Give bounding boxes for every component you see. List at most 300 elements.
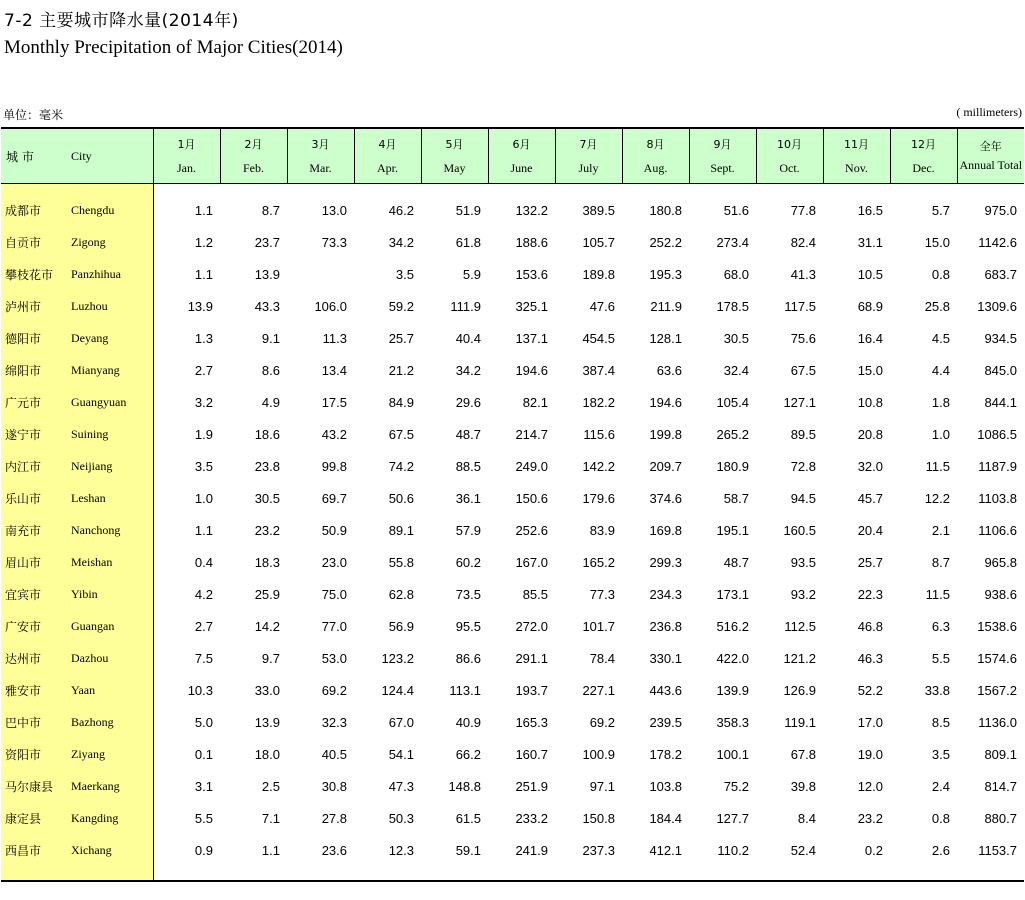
annual-total-cell: 938.6 — [984, 586, 1017, 602]
precipitation-cell: 160.7 — [515, 746, 548, 762]
precipitation-cell: 252.2 — [649, 234, 682, 250]
annual-total-cell: 809.1 — [984, 746, 1017, 762]
header-month-chinese: 9月 — [713, 137, 732, 151]
precipitation-cell: 13.0 — [321, 202, 347, 218]
precipitation-cell: 23.2 — [254, 522, 280, 538]
city-name-chinese: 康定县 — [1, 802, 71, 834]
table-row — [1, 578, 1024, 610]
precipitation-cell: 148.8 — [448, 778, 481, 794]
precipitation-cell: 126.9 — [783, 682, 816, 698]
table-row — [1, 450, 1024, 482]
precipitation-cell: 32.0 — [857, 458, 883, 474]
table-body — [1, 184, 1024, 882]
city-name-english: Neijiang — [71, 450, 153, 482]
table-row — [1, 706, 1024, 738]
precipitation-cell: 127.1 — [783, 394, 816, 410]
precipitation-cell: 137.1 — [515, 330, 548, 346]
precipitation-cell: 32.4 — [723, 362, 749, 378]
precipitation-cell: 178.2 — [649, 746, 682, 762]
precipitation-cell: 34.2 — [388, 234, 414, 250]
precipitation-cell: 128.1 — [649, 330, 682, 346]
header-annual-total-chinese: 全年 — [979, 140, 1002, 153]
precipitation-cell: 18.6 — [254, 426, 280, 442]
precipitation-cell: 75.2 — [723, 778, 749, 794]
precipitation-cell: 115.6 — [583, 426, 615, 442]
city-name-chinese: 乐山市 — [1, 482, 71, 514]
city-name-chinese: 广安市 — [1, 610, 71, 642]
header-month-english: Mar. — [309, 160, 332, 175]
annual-total-cell: 1567.2 — [977, 682, 1017, 698]
header-annual-total-english: Annual Total — [959, 158, 1023, 172]
city-name-chinese: 自贡市 — [1, 226, 71, 258]
precipitation-cell: 50.9 — [321, 522, 347, 538]
annual-total-cell: 880.7 — [984, 810, 1017, 826]
precipitation-cell: 4.4 — [931, 362, 950, 378]
precipitation-cell: 84.9 — [388, 394, 414, 410]
precipitation-cell — [287, 258, 354, 290]
precipitation-cell: 119.1 — [784, 714, 816, 730]
precipitation-cell: 330.1 — [649, 650, 682, 666]
precipitation-cell: 48.7 — [723, 554, 749, 570]
precipitation-cell: 54.1 — [388, 746, 414, 762]
header-month-chinese: 12月 — [911, 137, 936, 151]
precipitation-cell: 56.9 — [388, 618, 414, 634]
precipitation-cell: 29.6 — [455, 394, 481, 410]
city-name-chinese: 资阳市 — [1, 738, 71, 770]
precipitation-cell: 1.2 — [194, 234, 213, 250]
precipitation-cell: 25.7 — [388, 330, 414, 346]
table-row — [1, 226, 1024, 258]
header-month-chinese: 6月 — [512, 137, 531, 151]
precipitation-cell: 299.3 — [649, 554, 682, 570]
precipitation-cell: 1.1 — [194, 522, 213, 538]
precipitation-cell: 3.5 — [395, 266, 414, 282]
annual-total-cell: 1309.6 — [977, 298, 1017, 314]
precipitation-cell: 25.9 — [254, 586, 280, 602]
precipitation-cell: 123.2 — [381, 650, 414, 666]
annual-total-cell: 1086.5 — [977, 426, 1017, 442]
precipitation-cell: 62.8 — [388, 586, 414, 602]
precipitation-cell: 139.9 — [716, 682, 749, 698]
precipitation-cell: 182.2 — [582, 394, 615, 410]
precipitation-cell: 8.6 — [261, 362, 280, 378]
page-title-chinese: 7-2 主要城市降水量(2014年) — [4, 11, 239, 31]
precipitation-cell: 30.8 — [321, 778, 347, 794]
precipitation-cell: 9.7 — [261, 650, 280, 666]
precipitation-cell: 30.5 — [254, 490, 280, 506]
city-name-chinese: 内江市 — [1, 450, 71, 482]
precipitation-cell: 58.7 — [723, 490, 749, 506]
precipitation-cell: 3.5 — [931, 746, 950, 762]
precipitation-cell: 75.6 — [790, 330, 816, 346]
precipitation-cell: 46.2 — [388, 202, 414, 218]
precipitation-cell: 2.6 — [931, 842, 950, 858]
precipitation-cell: 165.2 — [582, 554, 615, 570]
header-city-chinese: 城 市 — [1, 128, 71, 184]
precipitation-cell: 68.9 — [857, 298, 883, 314]
precipitation-cell: 73.3 — [321, 234, 347, 250]
header-month-english: Feb. — [243, 160, 264, 175]
precipitation-cell: 77.3 — [589, 586, 615, 602]
header-month-chinese: 3月 — [311, 137, 330, 151]
precipitation-cell: 265.2 — [716, 426, 749, 442]
precipitation-cell: 412.1 — [649, 842, 682, 858]
precipitation-cell: 0.1 — [194, 746, 213, 762]
precipitation-cell: 51.9 — [455, 202, 481, 218]
precipitation-cell: 21.2 — [388, 362, 414, 378]
precipitation-cell: 142.2 — [582, 458, 615, 474]
precipitation-cell: 10.3 — [187, 682, 213, 698]
precipitation-cell: 47.6 — [589, 298, 615, 314]
annual-total-cell: 1106.6 — [978, 522, 1017, 538]
precipitation-cell: 39.8 — [790, 778, 816, 794]
table-row — [1, 610, 1024, 642]
precipitation-cell: 422.0 — [716, 650, 749, 666]
precipitation-cell: 236.8 — [649, 618, 682, 634]
precipitation-cell: 325.1 — [515, 298, 548, 314]
precipitation-cell: 27.8 — [321, 810, 347, 826]
precipitation-cell: 251.9 — [515, 778, 548, 794]
header-month — [354, 128, 421, 184]
precipitation-cell: 61.8 — [455, 234, 481, 250]
precipitation-cell: 45.7 — [857, 490, 883, 506]
precipitation-cell: 8.7 — [261, 202, 280, 218]
precipitation-cell: 1.0 — [931, 426, 950, 442]
precipitation-cell: 33.0 — [254, 682, 280, 698]
precipitation-cell: 237.3 — [582, 842, 615, 858]
precipitation-cell: 61.5 — [455, 810, 481, 826]
precipitation-cell: 8.5 — [931, 714, 950, 730]
table-header-row — [1, 128, 1024, 184]
unit-label-english: ( millimeters) — [956, 105, 1022, 119]
precipitation-cell: 249.0 — [515, 458, 548, 474]
city-name-chinese: 绵阳市 — [1, 354, 71, 386]
precipitation-cell: 173.1 — [716, 586, 749, 602]
header-month — [220, 128, 287, 184]
precipitation-table — [1, 127, 1024, 882]
precipitation-cell: 43.2 — [321, 426, 347, 442]
precipitation-cell: 23.8 — [254, 458, 280, 474]
precipitation-cell: 19.0 — [857, 746, 883, 762]
header-month-english: July — [578, 160, 599, 175]
precipitation-cell: 52.2 — [857, 682, 883, 698]
city-name-chinese: 广元市 — [1, 386, 71, 418]
precipitation-cell: 234.3 — [649, 586, 682, 602]
precipitation-cell: 209.7 — [649, 458, 682, 474]
precipitation-cell: 121.2 — [783, 650, 816, 666]
table-row — [1, 802, 1024, 834]
precipitation-cell: 272.0 — [515, 618, 548, 634]
header-month-chinese: 11月 — [844, 137, 869, 151]
precipitation-cell: 3.1 — [194, 778, 213, 794]
city-name-english: Yibin — [71, 578, 153, 610]
precipitation-cell: 2.1 — [931, 522, 950, 538]
city-name-english: Guangyuan — [71, 386, 153, 418]
annual-total-cell: 1136.0 — [978, 714, 1017, 730]
precipitation-cell: 5.5 — [931, 650, 950, 666]
header-month-english: Apr. — [377, 160, 398, 175]
precipitation-cell: 11.5 — [925, 586, 950, 602]
precipitation-cell: 63.6 — [656, 362, 682, 378]
city-name-english: Leshan — [71, 482, 153, 514]
table-row — [1, 386, 1024, 418]
table-row — [1, 322, 1024, 354]
precipitation-cell: 7.5 — [194, 650, 213, 666]
annual-total-cell: 845.0 — [984, 362, 1017, 378]
precipitation-cell: 454.5 — [582, 330, 615, 346]
precipitation-cell: 110.2 — [717, 842, 749, 858]
precipitation-cell: 211.9 — [650, 298, 682, 314]
precipitation-cell: 13.9 — [254, 714, 280, 730]
precipitation-cell: 17.5 — [321, 394, 347, 410]
table-row — [1, 354, 1024, 386]
header-month-english: Dec. — [912, 160, 935, 175]
precipitation-cell: 516.2 — [716, 618, 749, 634]
precipitation-cell: 89.1 — [388, 522, 414, 538]
city-name-chinese: 马尔康县 — [1, 770, 71, 802]
precipitation-cell: 68.0 — [723, 266, 749, 282]
precipitation-cell: 43.3 — [254, 298, 280, 314]
precipitation-cell: 53.0 — [321, 650, 347, 666]
precipitation-cell: 0.8 — [931, 266, 950, 282]
precipitation-cell: 4.9 — [261, 394, 280, 410]
city-name-chinese: 眉山市 — [1, 546, 71, 578]
precipitation-cell: 2.7 — [194, 618, 213, 634]
city-name-english: Chengdu — [71, 184, 153, 227]
precipitation-cell: 199.8 — [649, 426, 682, 442]
precipitation-cell: 5.5 — [194, 810, 213, 826]
city-name-chinese: 西昌市 — [1, 834, 71, 881]
precipitation-cell: 0.2 — [864, 842, 883, 858]
precipitation-cell: 1.1 — [194, 202, 213, 218]
annual-total-cell: 975.0 — [984, 202, 1017, 218]
precipitation-cell: 150.6 — [515, 490, 548, 506]
precipitation-cell: 150.8 — [582, 810, 615, 826]
table-row — [1, 290, 1024, 322]
table-row — [1, 258, 1024, 290]
header-month-english: Sept. — [710, 160, 735, 175]
precipitation-cell: 214.7 — [515, 426, 548, 442]
precipitation-cell: 0.9 — [194, 842, 213, 858]
header-city-english: City — [71, 128, 153, 184]
precipitation-cell: 194.6 — [515, 362, 548, 378]
header-month-chinese: 2月 — [244, 137, 263, 151]
table-row — [1, 642, 1024, 674]
precipitation-cell: 89.5 — [790, 426, 816, 442]
precipitation-cell: 34.2 — [455, 362, 481, 378]
precipitation-cell: 112.5 — [784, 618, 816, 634]
header-month-english: Jan. — [177, 160, 196, 175]
precipitation-cell: 77.0 — [321, 618, 347, 634]
precipitation-cell: 16.5 — [857, 202, 883, 218]
precipitation-cell: 18.3 — [254, 554, 280, 570]
precipitation-cell: 11.5 — [925, 458, 950, 474]
annual-total-cell: 934.5 — [984, 330, 1017, 346]
precipitation-cell: 72.8 — [790, 458, 816, 474]
city-name-english: Kangding — [71, 802, 153, 834]
precipitation-cell: 12.2 — [924, 490, 950, 506]
precipitation-cell: 33.8 — [924, 682, 950, 698]
header-month — [287, 128, 354, 184]
precipitation-cell: 9.1 — [261, 330, 280, 346]
precipitation-cell: 10.5 — [857, 266, 883, 282]
annual-total-cell: 683.7 — [984, 266, 1017, 282]
precipitation-cell: 55.8 — [388, 554, 414, 570]
header-month-english: May — [443, 160, 466, 175]
city-name-chinese: 遂宁市 — [1, 418, 71, 450]
header-month-chinese: 7月 — [579, 137, 598, 151]
annual-total-cell: 844.1 — [984, 394, 1017, 410]
precipitation-cell: 291.1 — [515, 650, 548, 666]
precipitation-cell: 4.5 — [931, 330, 950, 346]
precipitation-cell: 46.3 — [857, 650, 883, 666]
precipitation-cell: 99.8 — [321, 458, 347, 474]
precipitation-cell: 15.0 — [857, 362, 883, 378]
precipitation-cell: 47.3 — [388, 778, 414, 794]
precipitation-cell: 40.9 — [455, 714, 481, 730]
city-name-english: Deyang — [71, 322, 153, 354]
header-annual-total — [957, 128, 1024, 184]
precipitation-cell: 111.9 — [450, 298, 481, 314]
unit-label-chinese: 单位：毫米 — [3, 108, 64, 122]
header-month-english: Aug. — [643, 160, 668, 175]
table-row — [1, 418, 1024, 450]
header-month — [488, 128, 555, 184]
precipitation-cell: 25.7 — [857, 554, 883, 570]
city-name-english: Luzhou — [71, 290, 153, 322]
annual-total-cell: 1538.6 — [977, 618, 1017, 634]
header-month — [756, 128, 823, 184]
annual-total-cell: 965.8 — [984, 554, 1017, 570]
precipitation-cell: 13.4 — [321, 362, 347, 378]
annual-total-cell: 814.7 — [984, 778, 1017, 794]
precipitation-cell: 132.2 — [515, 202, 548, 218]
precipitation-cell: 77.8 — [790, 202, 816, 218]
header-month — [153, 128, 220, 184]
precipitation-cell: 113.1 — [449, 682, 481, 698]
city-name-english: Xichang — [71, 834, 153, 881]
header-month-english: Oct. — [779, 160, 800, 175]
precipitation-cell: 18.0 — [254, 746, 280, 762]
precipitation-cell: 443.6 — [649, 682, 682, 698]
precipitation-cell: 2.5 — [261, 778, 280, 794]
precipitation-cell: 69.2 — [321, 682, 347, 698]
table-row — [1, 184, 1024, 227]
precipitation-cell: 36.1 — [455, 490, 481, 506]
precipitation-cell: 60.2 — [455, 554, 481, 570]
city-name-chinese: 成都市 — [1, 184, 71, 227]
precipitation-cell: 1.3 — [194, 330, 213, 346]
header-month — [890, 128, 957, 184]
precipitation-cell: 178.5 — [716, 298, 749, 314]
precipitation-cell: 22.3 — [857, 586, 883, 602]
precipitation-cell: 2.7 — [194, 362, 213, 378]
city-name-english: Guangan — [71, 610, 153, 642]
city-name-english: Zigong — [71, 226, 153, 258]
precipitation-cell: 8.7 — [931, 554, 950, 570]
city-name-chinese: 雅安市 — [1, 674, 71, 706]
city-name-english: Dazhou — [71, 642, 153, 674]
precipitation-cell: 23.7 — [254, 234, 280, 250]
city-name-english: Bazhong — [71, 706, 153, 738]
precipitation-cell: 180.9 — [716, 458, 749, 474]
header-month-english: June — [510, 160, 533, 175]
precipitation-cell: 50.3 — [388, 810, 414, 826]
precipitation-cell: 1.1 — [261, 842, 280, 858]
precipitation-cell: 13.9 — [254, 266, 280, 282]
precipitation-cell: 67.8 — [790, 746, 816, 762]
table-row — [1, 738, 1024, 770]
precipitation-cell: 169.8 — [649, 522, 682, 538]
precipitation-cell: 41.3 — [790, 266, 816, 282]
precipitation-cell: 195.3 — [649, 266, 682, 282]
precipitation-cell: 160.5 — [783, 522, 816, 538]
precipitation-cell: 50.6 — [388, 490, 414, 506]
precipitation-cell: 103.8 — [649, 778, 682, 794]
header-month-chinese: 5月 — [445, 137, 464, 151]
precipitation-cell: 67.5 — [388, 426, 414, 442]
precipitation-cell: 124.4 — [381, 682, 414, 698]
precipitation-cell: 78.4 — [589, 650, 615, 666]
precipitation-cell: 100.9 — [582, 746, 615, 762]
precipitation-cell: 167.0 — [515, 554, 548, 570]
precipitation-cell: 389.5 — [582, 202, 615, 218]
precipitation-cell: 25.8 — [924, 298, 950, 314]
precipitation-cell: 66.2 — [455, 746, 481, 762]
precipitation-cell: 7.1 — [261, 810, 280, 826]
precipitation-cell: 97.1 — [589, 778, 615, 794]
city-name-chinese: 泸州市 — [1, 290, 71, 322]
precipitation-cell: 12.3 — [388, 842, 414, 858]
precipitation-cell: 241.9 — [515, 842, 548, 858]
precipitation-cell: 40.4 — [455, 330, 481, 346]
precipitation-cell: 3.5 — [194, 458, 213, 474]
precipitation-cell: 239.5 — [649, 714, 682, 730]
annual-total-cell: 1574.6 — [977, 650, 1017, 666]
precipitation-cell: 23.6 — [321, 842, 347, 858]
header-month-chinese: 8月 — [646, 137, 665, 151]
precipitation-cell: 57.9 — [455, 522, 481, 538]
precipitation-cell: 16.4 — [857, 330, 883, 346]
page-title-english: Monthly Precipitation of Major Cities(2014) — [4, 37, 343, 58]
header-month-chinese: 10月 — [777, 137, 802, 151]
city-name-english: Maerkang — [71, 770, 153, 802]
precipitation-cell: 0.8 — [931, 810, 950, 826]
header-month-chinese: 1月 — [177, 137, 196, 151]
header-month — [421, 128, 488, 184]
precipitation-cell: 93.2 — [790, 586, 816, 602]
precipitation-cell: 95.5 — [455, 618, 481, 634]
precipitation-cell: 252.6 — [515, 522, 548, 538]
precipitation-cell: 74.2 — [388, 458, 414, 474]
precipitation-cell: 105.7 — [582, 234, 615, 250]
precipitation-cell: 188.6 — [515, 234, 548, 250]
precipitation-cell: 387.4 — [582, 362, 615, 378]
precipitation-cell: 358.3 — [716, 714, 749, 730]
header-month-english: Nov. — [845, 160, 868, 175]
header-month-chinese: 4月 — [378, 137, 397, 151]
city-name-chinese: 攀枝花市 — [1, 258, 71, 290]
precipitation-cell: 117.5 — [784, 298, 816, 314]
precipitation-cell: 195.1 — [716, 522, 749, 538]
precipitation-cell: 3.2 — [194, 394, 213, 410]
precipitation-cell: 193.7 — [515, 682, 548, 698]
precipitation-cell: 73.5 — [455, 586, 481, 602]
precipitation-cell: 48.7 — [455, 426, 481, 442]
precipitation-cell: 11.3 — [322, 330, 347, 346]
precipitation-cell: 59.2 — [388, 298, 414, 314]
precipitation-cell: 4.2 — [194, 586, 213, 602]
